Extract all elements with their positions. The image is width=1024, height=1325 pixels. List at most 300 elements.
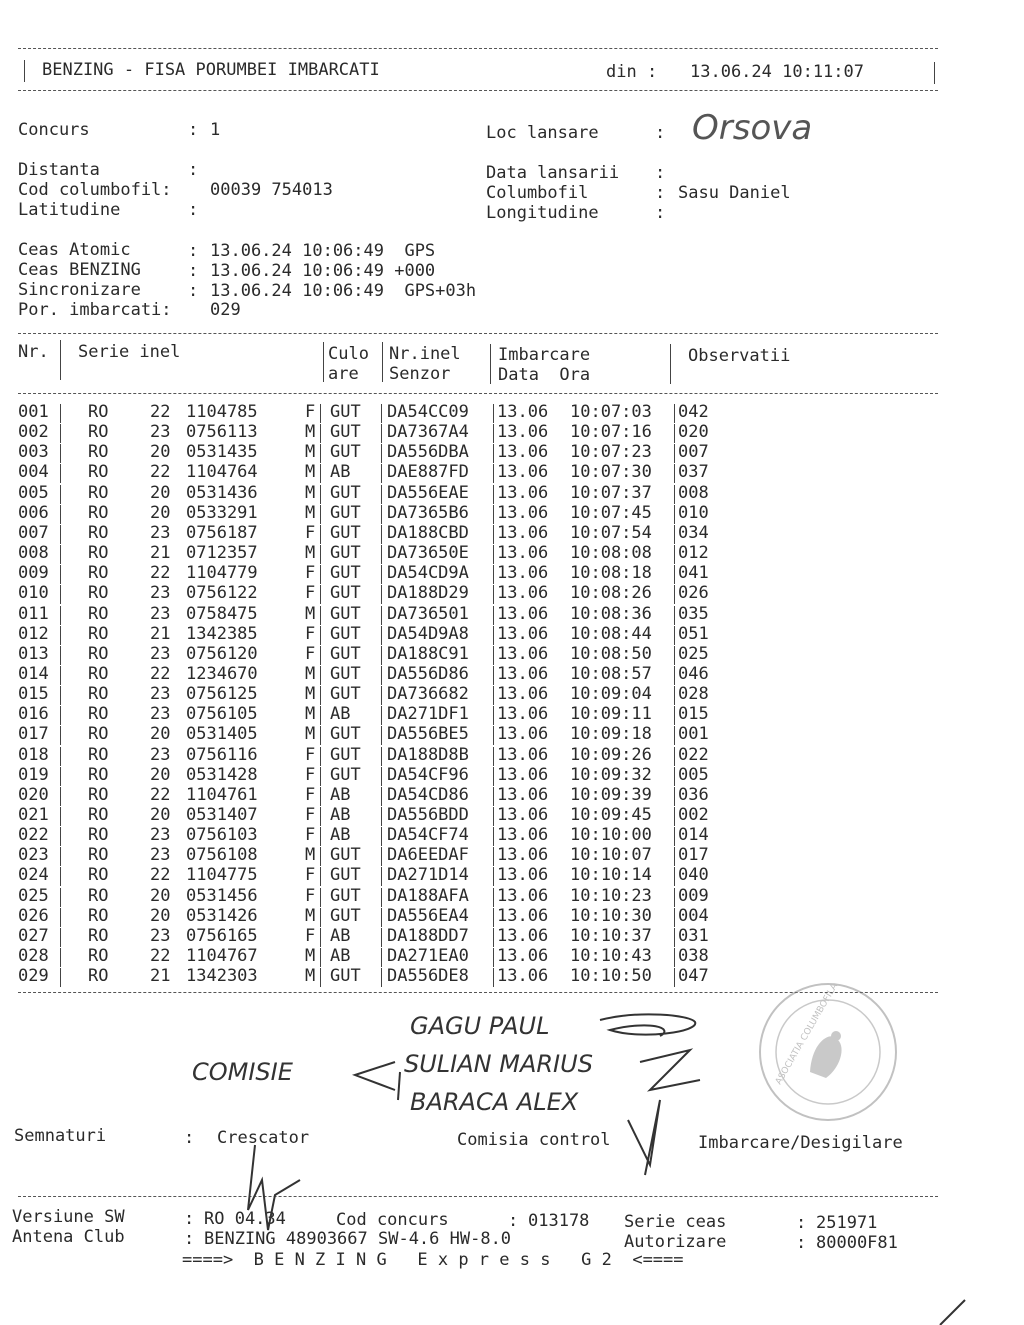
cell-ora: 10:08:57 xyxy=(570,663,652,684)
cell-inel: 0756116 xyxy=(186,744,258,765)
cell-observatii: 007 xyxy=(678,442,709,463)
cell-an: 20 xyxy=(150,905,171,926)
cell-data: 13.06 xyxy=(497,663,549,684)
cell-inel: 0756125 xyxy=(186,684,258,705)
cell-senzor: DA54CD86 xyxy=(387,784,469,805)
cell-senzor: DA271D14 xyxy=(387,865,469,886)
distanta-colon: : xyxy=(188,160,199,180)
cell-ora: 10:07:54 xyxy=(570,522,652,543)
data-lansarii-label: Data lansarii xyxy=(486,163,620,183)
signature-scribble-1 xyxy=(600,1014,695,1036)
cell-culoare: GUT xyxy=(330,845,361,866)
cell-sex: F xyxy=(305,805,316,825)
cell-culoare: GUT xyxy=(330,885,361,906)
cell-nr: 019 xyxy=(18,764,49,785)
cell-senzor: DA54CF74 xyxy=(387,825,469,846)
cell-an: 22 xyxy=(150,946,171,967)
cell-tara: RO xyxy=(88,764,109,785)
autorizare-colon: : xyxy=(796,1233,807,1253)
cell-nr: 029 xyxy=(18,966,49,987)
cell-sex: M xyxy=(305,543,316,564)
loc-lansare-label: Loc lansare xyxy=(486,123,599,143)
cell-nr: 018 xyxy=(18,744,49,765)
cell-nr: 010 xyxy=(18,583,49,604)
cell-nr: 002 xyxy=(18,422,49,443)
club-stamp xyxy=(760,981,896,1120)
cell-culoare: GUT xyxy=(330,522,361,543)
cell-ora: 10:08:18 xyxy=(570,563,652,584)
cell-tara: RO xyxy=(88,462,109,483)
cell-an: 23 xyxy=(150,825,171,846)
cod-concurs-colon: : xyxy=(508,1211,519,1231)
cell-nr: 006 xyxy=(18,502,49,523)
cell-tara: RO xyxy=(88,623,109,644)
cell-observatii: 037 xyxy=(678,462,709,483)
cell-nr: 012 xyxy=(18,623,49,644)
cell-observatii: 031 xyxy=(678,925,709,946)
semnaturi-label: Semnaturi xyxy=(14,1126,107,1146)
cell-observatii: 010 xyxy=(678,502,709,523)
cell-tara: RO xyxy=(88,543,109,564)
serie-ceas-value: 251971 xyxy=(816,1213,878,1233)
cell-data: 13.06 xyxy=(497,402,549,422)
cell-culoare: GUT xyxy=(330,603,361,624)
cell-data: 13.06 xyxy=(497,845,549,866)
cell-tara: RO xyxy=(88,805,109,825)
cell-inel: 1342385 xyxy=(186,623,258,644)
cell-observatii: 008 xyxy=(678,482,709,503)
cell-culoare: GUT xyxy=(330,583,361,604)
cell-culoare: GUT xyxy=(330,422,361,443)
cell-senzor: DA271EA0 xyxy=(387,946,469,967)
cell-sex: F xyxy=(305,583,316,604)
cell-senzor: DA556EAE xyxy=(387,482,469,503)
cell-observatii: 035 xyxy=(678,603,709,624)
columbofil-value: Sasu Daniel xyxy=(678,183,791,203)
cell-nr: 009 xyxy=(18,563,49,584)
cell-sex: F xyxy=(305,744,316,765)
cell-data: 13.06 xyxy=(497,543,549,564)
ceas-atomic-colon: : xyxy=(188,241,199,261)
cell-ora: 10:09:11 xyxy=(570,704,652,725)
cell-observatii: 047 xyxy=(678,966,709,987)
cell-ora: 10:07:03 xyxy=(570,402,652,422)
cell-ora: 10:07:45 xyxy=(570,502,652,523)
cell-inel: 0756165 xyxy=(186,925,258,946)
cell-observatii: 004 xyxy=(678,905,709,926)
corner-mark xyxy=(940,1300,965,1325)
cell-an: 23 xyxy=(150,522,171,543)
cell-culoare: GUT xyxy=(330,744,361,765)
serie-ceas-label: Serie ceas xyxy=(624,1212,727,1232)
data-lansarii-colon: : xyxy=(655,163,666,183)
cell-senzor: DA556BDD xyxy=(387,805,469,825)
cell-data: 13.06 xyxy=(497,623,549,644)
cell-nr: 025 xyxy=(18,885,49,906)
cell-an: 23 xyxy=(150,643,171,664)
cell-senzor: DA556EA4 xyxy=(387,905,469,926)
por-imbarcati-label: Por. imbarcati: xyxy=(18,300,172,320)
cell-nr: 021 xyxy=(18,805,49,825)
cell-inel: 1104785 xyxy=(186,402,258,422)
latitudine-colon: : xyxy=(188,200,199,220)
cell-nr: 027 xyxy=(18,925,49,946)
cell-an: 21 xyxy=(150,966,171,987)
cell-an: 20 xyxy=(150,805,171,825)
cell-sex: M xyxy=(305,482,316,503)
cell-observatii: 042 xyxy=(678,402,709,422)
cell-ora: 10:10:43 xyxy=(570,946,652,967)
cell-ora: 10:07:16 xyxy=(570,422,652,443)
cell-data: 13.06 xyxy=(497,905,549,926)
cell-nr: 022 xyxy=(18,825,49,846)
cell-an: 22 xyxy=(150,865,171,886)
cell-senzor: DA188AFA xyxy=(387,885,469,906)
cell-culoare: AB xyxy=(330,784,351,805)
cell-observatii: 051 xyxy=(678,623,709,644)
sincronizare-colon: : xyxy=(188,281,199,301)
cell-culoare: GUT xyxy=(330,502,361,523)
cell-ora: 10:09:18 xyxy=(570,724,652,745)
cell-ora: 10:07:30 xyxy=(570,462,652,483)
cell-senzor: DA556D86 xyxy=(387,663,469,684)
sincronizare-label: Sincronizare xyxy=(18,280,141,300)
cell-senzor: DA736682 xyxy=(387,684,469,705)
cell-ora: 10:08:26 xyxy=(570,583,652,604)
ceas-benzing-value: 13.06.24 10:06:49 +000 xyxy=(210,261,436,281)
cell-culoare: AB xyxy=(330,462,351,483)
columbofil-label: Columbofil xyxy=(486,183,589,203)
cell-an: 20 xyxy=(150,885,171,906)
cell-an: 22 xyxy=(150,563,171,584)
cell-observatii: 041 xyxy=(678,563,709,584)
cell-sex: F xyxy=(305,522,316,543)
cell-nr: 015 xyxy=(18,684,49,705)
cell-tara: RO xyxy=(88,643,109,664)
cell-inel: 0712357 xyxy=(186,543,258,564)
header-observatii: Observatii xyxy=(688,346,791,366)
cell-culoare: GUT xyxy=(330,543,361,564)
cell-ora: 10:10:37 xyxy=(570,925,652,946)
autorizare-label: Autorizare xyxy=(624,1232,727,1252)
cell-culoare: GUT xyxy=(330,966,361,987)
cell-sex: M xyxy=(305,462,316,483)
cell-senzor: DA188CBD xyxy=(387,522,469,543)
cell-senzor: DA556DE8 xyxy=(387,966,469,987)
cell-tara: RO xyxy=(88,663,109,684)
cell-ora: 10:10:30 xyxy=(570,905,652,926)
longitudine-colon: : xyxy=(655,203,666,223)
cell-inel: 0531456 xyxy=(186,885,258,906)
cell-nr: 014 xyxy=(18,663,49,684)
ceas-benzing-colon: : xyxy=(188,261,199,281)
cell-tara: RO xyxy=(88,502,109,523)
cell-tara: RO xyxy=(88,784,109,805)
cell-senzor: DA54CF96 xyxy=(387,764,469,785)
cell-observatii: 002 xyxy=(678,805,709,825)
cell-tara: RO xyxy=(88,422,109,443)
cell-sex: F xyxy=(305,925,316,946)
cell-data: 13.06 xyxy=(497,522,549,543)
cell-sex: F xyxy=(305,825,316,846)
cell-ora: 10:08:50 xyxy=(570,643,652,664)
cell-sex: M xyxy=(305,684,316,705)
header-nr-inel-2: Senzor xyxy=(389,364,451,384)
cell-senzor: DA188D29 xyxy=(387,583,469,604)
header-serie-inel: Serie inel xyxy=(78,342,181,362)
cell-tara: RO xyxy=(88,583,109,604)
cell-an: 20 xyxy=(150,502,171,523)
cell-tara: RO xyxy=(88,865,109,886)
cell-inel: 0756113 xyxy=(186,422,258,443)
cell-culoare: AB xyxy=(330,825,351,846)
cell-nr: 024 xyxy=(18,865,49,886)
distanta-label: Distanta xyxy=(18,160,100,180)
cell-inel: 1234670 xyxy=(186,663,258,684)
header-culoare-2: are xyxy=(328,364,359,384)
cell-sex: M xyxy=(305,442,316,463)
cell-sex: F xyxy=(305,885,316,906)
cell-data: 13.06 xyxy=(497,442,549,463)
signature-scribble-2 xyxy=(640,1050,700,1090)
cell-inel: 0531407 xyxy=(186,805,258,825)
serie-ceas-colon: : xyxy=(796,1213,807,1233)
cell-sex: M xyxy=(305,724,316,745)
cell-inel: 0531426 xyxy=(186,905,258,926)
cell-observatii: 014 xyxy=(678,825,709,846)
din-value: 13.06.24 10:11:07 xyxy=(690,62,864,82)
cell-ora: 10:09:39 xyxy=(570,784,652,805)
cell-nr: 028 xyxy=(18,946,49,967)
cell-data: 13.06 xyxy=(497,422,549,443)
cell-ora: 10:07:37 xyxy=(570,482,652,503)
cell-ora: 10:10:23 xyxy=(570,885,652,906)
cell-sex: M xyxy=(305,663,316,684)
benzing-banner: ====> B E N Z I N G E x p r e s s G 2 <==== xyxy=(182,1250,684,1270)
versiune-label: Versiune SW xyxy=(12,1207,125,1227)
cell-senzor: DA556BE5 xyxy=(387,724,469,745)
cell-data: 13.06 xyxy=(497,825,549,846)
antena-colon: : xyxy=(184,1229,195,1249)
cell-senzor: DAE887FD xyxy=(387,462,469,483)
pigeon-icon xyxy=(810,1036,842,1078)
header-imbarcare-1: Imbarcare xyxy=(498,345,591,365)
cell-inel: 0756105 xyxy=(186,704,258,725)
cell-tara: RO xyxy=(88,925,109,946)
cell-data: 13.06 xyxy=(497,462,549,483)
cell-data: 13.06 xyxy=(497,583,549,604)
cell-sex: F xyxy=(305,402,316,422)
cell-observatii: 025 xyxy=(678,643,709,664)
cell-ora: 10:08:44 xyxy=(570,623,652,644)
cell-tara: RO xyxy=(88,724,109,745)
cell-nr: 023 xyxy=(18,845,49,866)
cell-inel: 0531436 xyxy=(186,482,258,503)
cell-data: 13.06 xyxy=(497,643,549,664)
cell-senzor: DA736501 xyxy=(387,603,469,624)
cell-an: 23 xyxy=(150,684,171,705)
cell-an: 23 xyxy=(150,603,171,624)
cell-nr: 020 xyxy=(18,784,49,805)
handwritten-name-1: GAGU PAUL xyxy=(410,1012,550,1040)
cell-senzor: DA7367A4 xyxy=(387,422,469,443)
cell-observatii: 026 xyxy=(678,583,709,604)
cell-data: 13.06 xyxy=(497,865,549,886)
cell-tara: RO xyxy=(88,402,109,422)
cell-sex: M xyxy=(305,845,316,866)
cell-data: 13.06 xyxy=(497,925,549,946)
cell-ora: 10:10:07 xyxy=(570,845,652,866)
cell-inel: 0531405 xyxy=(186,724,258,745)
cell-inel: 1104764 xyxy=(186,462,258,483)
cell-observatii: 005 xyxy=(678,764,709,785)
cell-inel: 0756187 xyxy=(186,522,258,543)
comisia-control-label: Comisia control xyxy=(457,1130,611,1150)
cell-culoare: AB xyxy=(330,925,351,946)
cell-ora: 10:10:50 xyxy=(570,966,652,987)
document-title: BENZING - FISA PORUMBEI IMBARCATI xyxy=(42,60,380,80)
cell-data: 13.06 xyxy=(497,805,549,825)
cell-sex: F xyxy=(305,623,316,644)
cell-sex: M xyxy=(305,946,316,967)
cell-senzor: DA54CC09 xyxy=(387,402,469,422)
cell-culoare: GUT xyxy=(330,865,361,886)
cell-nr: 004 xyxy=(18,462,49,483)
cell-culoare: GUT xyxy=(330,663,361,684)
cell-data: 13.06 xyxy=(497,563,549,584)
cell-inel: 1104761 xyxy=(186,784,258,805)
cell-an: 23 xyxy=(150,925,171,946)
crescator-label: Crescator xyxy=(217,1128,310,1148)
cell-senzor: DA54CD9A xyxy=(387,563,469,584)
cell-culoare: AB xyxy=(330,805,351,825)
cell-tara: RO xyxy=(88,603,109,624)
cell-nr: 001 xyxy=(18,402,49,422)
header-nr-inel-1: Nr.inel xyxy=(389,344,461,364)
cell-senzor: DA6EEDAF xyxy=(387,845,469,866)
cell-senzor: DA188C91 xyxy=(387,643,469,664)
cell-tara: RO xyxy=(88,905,109,926)
cell-tara: RO xyxy=(88,946,109,967)
cell-ora: 10:09:26 xyxy=(570,744,652,765)
antena-label: Antena Club xyxy=(12,1227,125,1247)
cell-ora: 10:08:08 xyxy=(570,543,652,564)
cell-inel: 0756103 xyxy=(186,825,258,846)
cell-tara: RO xyxy=(88,704,109,725)
concurs-label: Concurs xyxy=(18,120,90,140)
cell-an: 20 xyxy=(150,482,171,503)
cell-data: 13.06 xyxy=(497,744,549,765)
cell-senzor: DA556DBA xyxy=(387,442,469,463)
cell-observatii: 040 xyxy=(678,865,709,886)
cell-culoare: GUT xyxy=(330,482,361,503)
cell-an: 23 xyxy=(150,583,171,604)
cell-culoare: GUT xyxy=(330,643,361,664)
ceas-benzing-label: Ceas BENZING xyxy=(18,260,141,280)
cell-tara: RO xyxy=(88,563,109,584)
handwritten-name-2: SULIAN MARIUS xyxy=(404,1050,593,1078)
cell-inel: 0533291 xyxy=(186,502,258,523)
signature-crescator xyxy=(248,1145,300,1230)
cell-data: 13.06 xyxy=(497,724,549,745)
header-imbarcare-2: Data Ora xyxy=(498,365,591,385)
cell-an: 22 xyxy=(150,462,171,483)
ceas-atomic-label: Ceas Atomic xyxy=(18,240,131,260)
cell-an: 22 xyxy=(150,402,171,422)
cell-data: 13.06 xyxy=(497,482,549,503)
cell-observatii: 012 xyxy=(678,543,709,564)
cell-sex: F xyxy=(305,563,316,584)
cell-ora: 10:10:14 xyxy=(570,865,652,886)
cell-an: 23 xyxy=(150,704,171,725)
imbarcare-desigilare-label: Imbarcare/Desigilare xyxy=(698,1133,903,1153)
ceas-atomic-value: 13.06.24 10:06:49 GPS xyxy=(210,241,436,261)
cell-an: 20 xyxy=(150,442,171,463)
cell-inel: 1342303 xyxy=(186,966,258,987)
cell-senzor: DA188DD7 xyxy=(387,925,469,946)
cell-nr: 003 xyxy=(18,442,49,463)
cell-senzor: DA188D8B xyxy=(387,744,469,765)
loc-lansare-colon: : xyxy=(655,123,666,143)
cell-observatii: 038 xyxy=(678,946,709,967)
cell-an: 23 xyxy=(150,422,171,443)
cell-tara: RO xyxy=(88,845,109,866)
din-label: din : xyxy=(606,62,658,82)
cell-inel: 0531428 xyxy=(186,764,258,785)
cell-an: 23 xyxy=(150,845,171,866)
cell-nr: 008 xyxy=(18,543,49,564)
cell-an: 23 xyxy=(150,744,171,765)
cell-sex: F xyxy=(305,643,316,664)
cell-ora: 10:07:23 xyxy=(570,442,652,463)
cell-data: 13.06 xyxy=(497,784,549,805)
cell-sex: M xyxy=(305,704,316,725)
loc-lansare-value: Orsova xyxy=(692,108,813,148)
cell-inel: 0756108 xyxy=(186,845,258,866)
cell-observatii: 015 xyxy=(678,704,709,725)
cell-an: 21 xyxy=(150,623,171,644)
cell-tara: RO xyxy=(88,522,109,543)
cell-tara: RO xyxy=(88,442,109,463)
cell-nr: 013 xyxy=(18,643,49,664)
cell-an: 20 xyxy=(150,764,171,785)
cell-observatii: 036 xyxy=(678,784,709,805)
cell-observatii: 046 xyxy=(678,663,709,684)
versiune-value: RO 04.34 xyxy=(204,1209,286,1229)
concurs-value: 1 xyxy=(210,120,221,140)
cell-sex: M xyxy=(305,422,316,443)
cod-columbofil-label: Cod columbofil: xyxy=(18,180,172,200)
cell-an: 22 xyxy=(150,663,171,684)
cell-senzor: DA73650E xyxy=(387,543,469,564)
cell-observatii: 009 xyxy=(678,885,709,906)
stamp-text: ASOCIATIA COLUMBOFILA xyxy=(773,981,841,1087)
autorizare-value: 80000F81 xyxy=(816,1233,898,1253)
cell-tara: RO xyxy=(88,482,109,503)
cell-senzor: DA7365B6 xyxy=(387,502,469,523)
brace-stroke xyxy=(398,1072,400,1100)
latitudine-label: Latitudine xyxy=(18,200,121,220)
cod-columbofil-value: 00039 754013 xyxy=(210,180,333,200)
cell-data: 13.06 xyxy=(497,966,549,987)
cell-culoare: AB xyxy=(330,946,351,967)
header-culoare-1: Culo xyxy=(328,344,369,364)
cell-inel: 0756122 xyxy=(186,583,258,604)
cell-tara: RO xyxy=(88,684,109,705)
cell-data: 13.06 xyxy=(497,764,549,785)
cell-culoare: GUT xyxy=(330,905,361,926)
cell-culoare: GUT xyxy=(330,684,361,705)
